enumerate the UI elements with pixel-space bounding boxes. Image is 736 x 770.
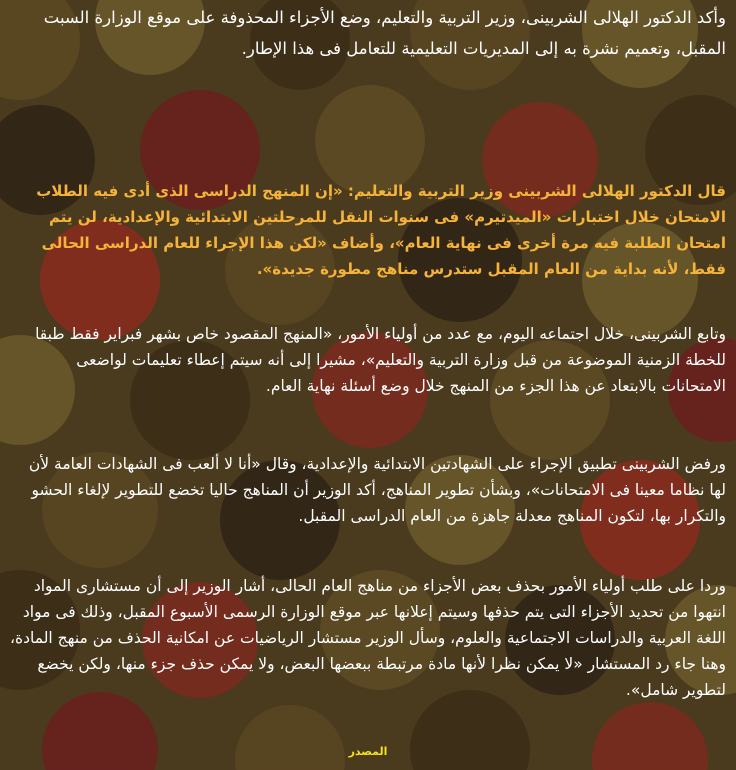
article-paragraph: ورفض الشربينى تطبيق الإجراء على الشهادتين الابتدائية والإعدادية، وقال «أنا لا ألعب فى الشهادات العامة لأن لها نظاما معينا فى الامتحانات»، وبشأن تطوير المناهج، أكد الوزير أن المناهج حاليا تخضع للتطوير لإلغاء الحشو والتكرار بها، لتكون المناهج معدلة جاهزة من العام الدراسى المقبل. <box>28 455 726 525</box>
article-lead-paragraph: قال الدكتور الهلالى الشربينى وزير التربية والتعليم: «إن المنهج الدراسى الذى أدى فيه الطلاب الامتحان خلال اختبارات «الميدتيرم» فى سنوات النقل للمرحلتين الابتدائية والإعدادية، لن يتم امتحان الطلبة فيه مرة أخرى فى نهاية العام»، وأضاف «لكن هذا الإجراء للعام الدراسى الحالى فقط، لأنه بداية من العام المقبل ستدرس مناهج مطورة جديدة». <box>36 182 726 278</box>
article-paragraph: وردا على طلب أولياء الأمور بحذف بعض الأجزاء من مناهج العام الحالى، أشار الوزير إلى أن مستشارى المواد انتهوا من تحديد الأجزاء التى يتم حذفها وسيتم إعلانها عبر موقع الوزارة الرسمى الأسبوع المقبل، وذلك فى مواد اللغة العربية والدراسات الاجتماعية والعلوم، وسأل الوزير مستشار الرياضيات عن امكانية الحذف من منهج المادة، وهنا جاء رد المستشار «لا يمكن نظرا لأنها مادة مرتبطة ببعضها البعض، ولا يمكن حذف جزء منها، ولكن يخضع لتطوير شامل». <box>10 577 726 699</box>
article-paragraph: وتابع الشربينى، خلال اجتماعه اليوم، مع عدد من أولياء الأمور، «المنهج المقصود خاص بشهر فبراير فقط طبقا للخطة الزمنية الموضوعة من قبل وزارة التربية والتعليم»، مشيرا إلى أنه سيتم إعطاء تعليمات لواضعى الامتحانات بالابتعاد عن هذا الجزء من المنهج خلال وضع أسئلة نهاية العام. <box>35 325 726 395</box>
source-link[interactable]: المصدر <box>348 745 388 758</box>
article-paragraph: وأكد الدكتور الهلالى الشربينى، وزير التربية والتعليم، وضع الأجزاء المحذوفة على موقع الوزارة السبت المقبل، وتعميم نشرة به إلى المديريات التعليمية للتعامل فى هذا الإطار. <box>43 8 726 58</box>
